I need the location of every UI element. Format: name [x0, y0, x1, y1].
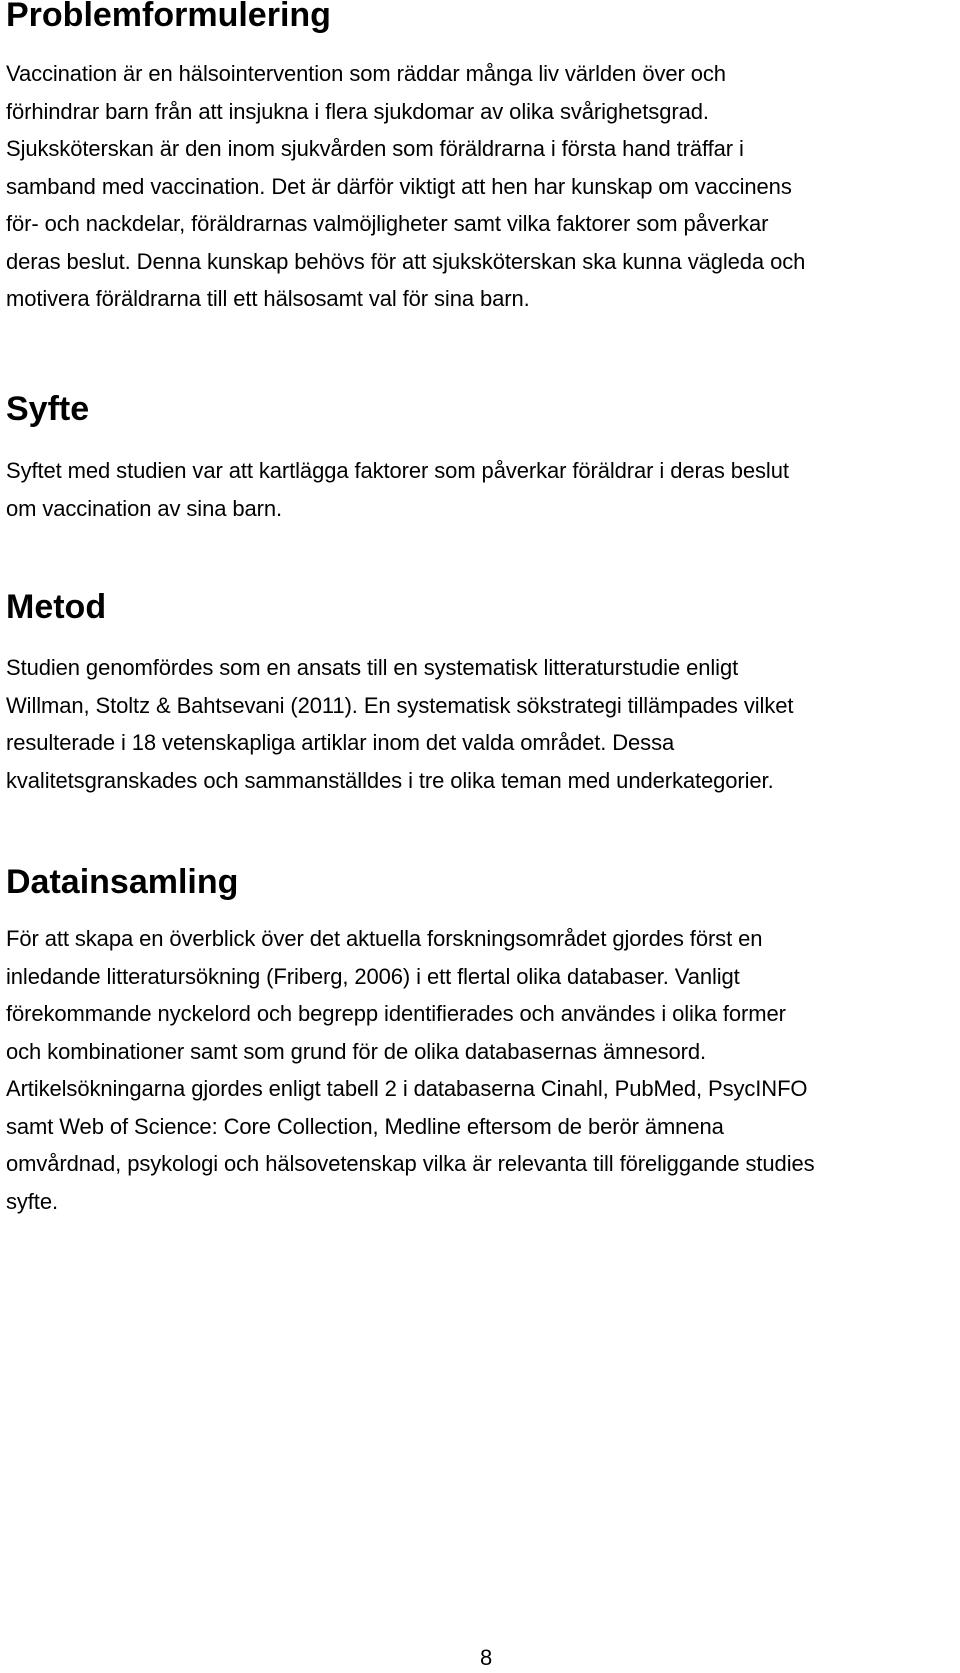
text-line: kvalitetsgranskades och sammanställdes i tre olika teman med underkategorier. [6, 767, 774, 793]
heading-syfte: Syfte [6, 390, 90, 428]
text-line: förekommande nyckelord och begrepp identifierades och användes i olika former [6, 1001, 786, 1026]
text-line: syfte. [6, 1188, 58, 1214]
text-line: samt Web of Science: Core Collection, Medline eftersom de berör ämnena [6, 1113, 724, 1139]
text-line: Willman, Stoltz & Bahtsevani (2011). En systematisk sökstrategi tillämpades vilket [6, 692, 794, 718]
text-line: omvårdnad, psykologi och hälsovetenskap vilka är relevanta till föreliggande studies [6, 1151, 815, 1176]
text-line: Syftet med studien var att kartlägga faktorer som påverkar föräldrar i deras beslut [6, 458, 789, 483]
paragraph-problemformulering [6, 55, 805, 318]
paragraph-syfte [6, 452, 789, 527]
text-line: Vaccination är en hälsointervention som räddar många liv världen över och [6, 61, 726, 86]
text-line: för- och nackdelar, föräldrarnas valmöjligheter samt vilka faktorer som påverkar [6, 211, 769, 236]
text-line: motivera föräldrarna till ett hälsosamt val för sina barn. [6, 286, 530, 311]
text-line: deras beslut. Denna kunskap behövs för att sjuksköterskan ska kunna vägleda och [6, 248, 806, 274]
text-line: Sjuksköterskan är den inom sjukvården som föräldrarna i första hand träffar i [6, 136, 744, 161]
text-line: om vaccination av sina barn. [6, 495, 283, 521]
text-line: inledande litteratursökning (Friberg, 2006) i ett flertal olika databaser. Vanligt [6, 963, 740, 989]
text-line: För att skapa en överblick över det aktuella forskningsområdet gjordes först en [6, 926, 763, 951]
text-line: Artikelsökningarna gjordes enligt tabell 2 i databaserna Cinahl, PubMed, PsycINFO [6, 1076, 808, 1101]
paragraph-metod [6, 649, 793, 799]
paragraph-datainsamling [6, 920, 815, 1220]
text-line: och kombinationer samt som grund för de olika databasernas ämnesord. [6, 1038, 707, 1064]
text-line: förhindrar barn från att insjukna i flera sjukdomar av olika svårighetsgrad. [6, 98, 709, 124]
heading-datainsamling: Datainsamling [6, 863, 239, 901]
heading-metod: Metod [6, 588, 107, 626]
page-number: 8 [480, 1645, 493, 1670]
text-line: samband med vaccination. Det är därför viktigt att hen har kunskap om vaccinens [6, 173, 792, 199]
heading-problemformulering: Problemformulering [6, 0, 331, 34]
text-line: resulterade i 18 vetenskapliga artiklar inom det valda området. Dessa [6, 730, 675, 755]
text-line: Studien genomfördes som en ansats till en systematisk litteraturstudie enligt [6, 655, 739, 680]
